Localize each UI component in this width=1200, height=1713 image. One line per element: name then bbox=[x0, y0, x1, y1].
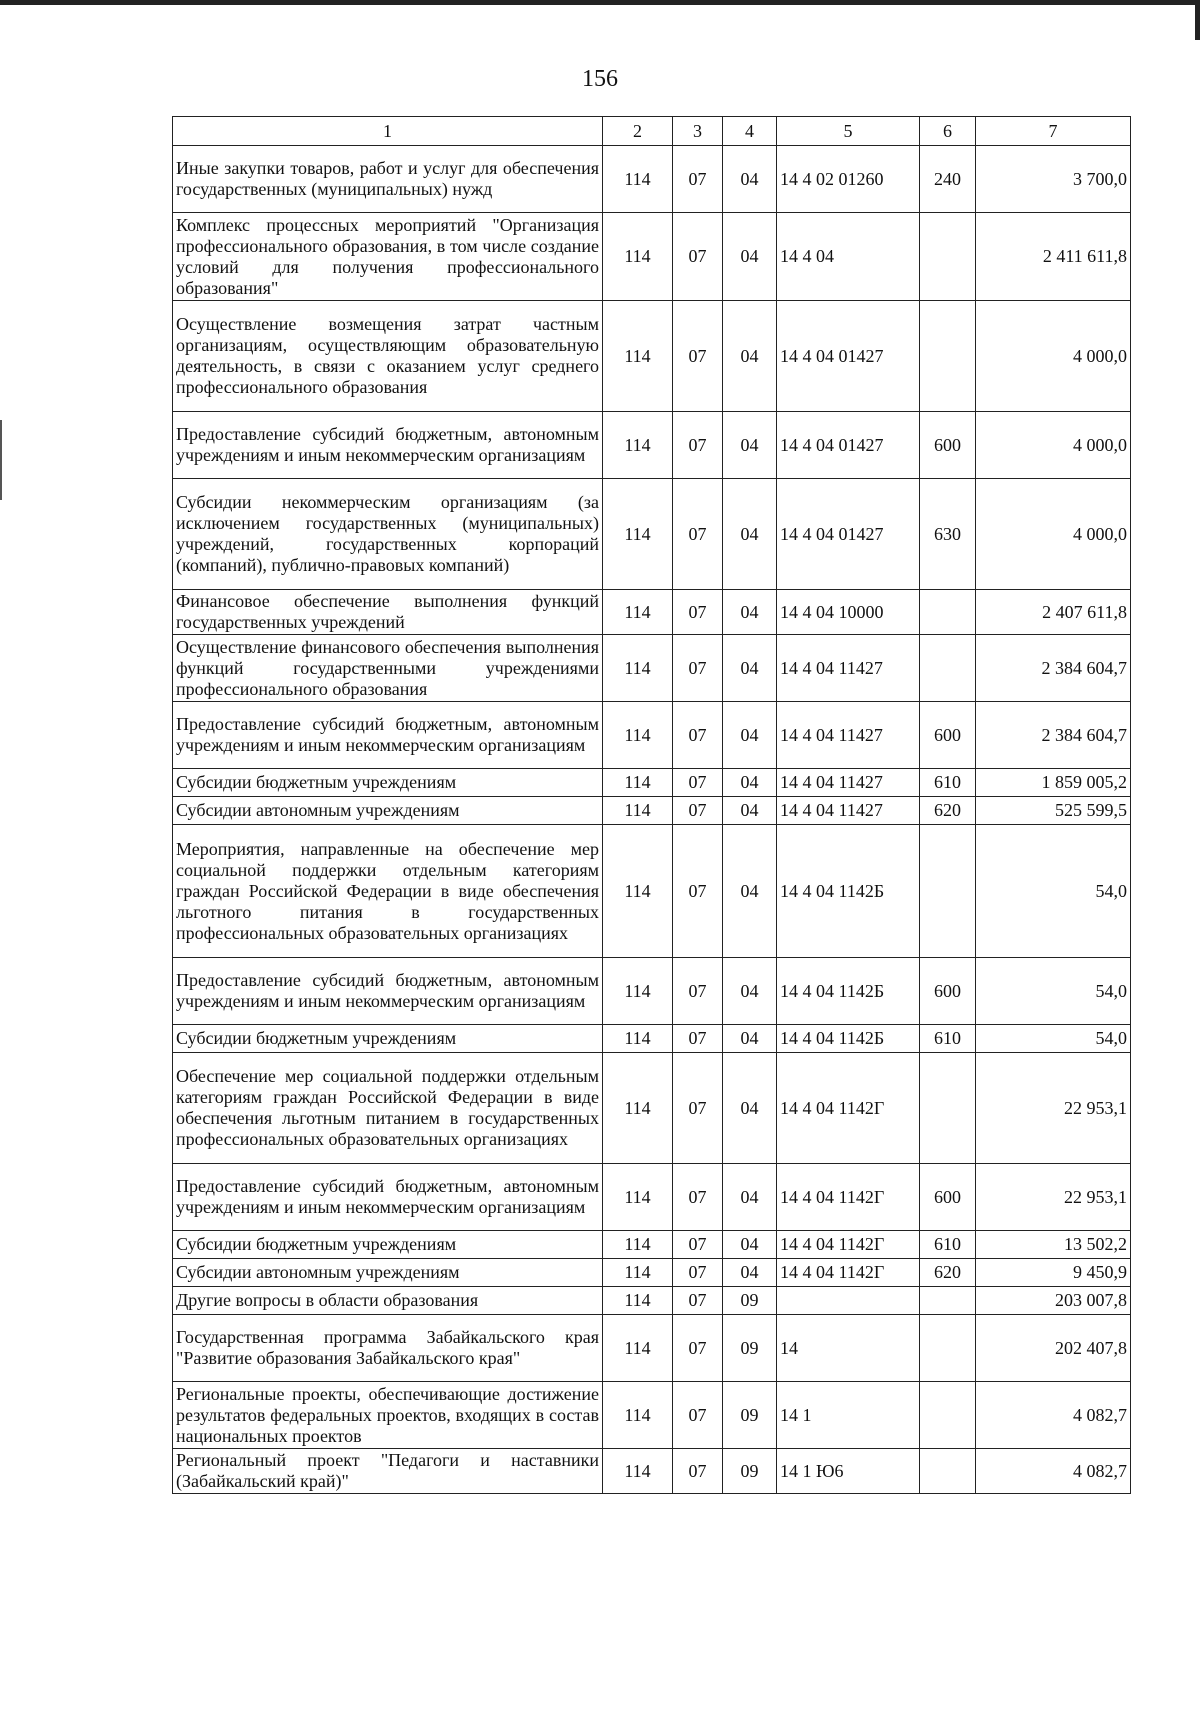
row-code-section: 07 bbox=[673, 1382, 723, 1449]
row-code-ministry: 114 bbox=[603, 412, 673, 479]
row-description: Предоставление субсидий бюджетным, автономным учреждениям и иным некоммерческим организациям bbox=[173, 1164, 603, 1231]
row-code-target-article: 14 4 04 10000 bbox=[777, 590, 920, 635]
table-row bbox=[173, 1449, 1131, 1494]
row-code-target-article: 14 4 04 1142Б bbox=[777, 958, 920, 1025]
table-row bbox=[173, 1053, 1131, 1164]
row-code-subsection: 04 bbox=[723, 1259, 777, 1287]
row-code-section: 07 bbox=[673, 1053, 723, 1164]
scan-border-top bbox=[0, 0, 1200, 5]
row-code-target-article: 14 4 04 11427 bbox=[777, 769, 920, 797]
row-code-section: 07 bbox=[673, 301, 723, 412]
row-code-ministry: 114 bbox=[603, 825, 673, 958]
row-code-target-article: 14 4 04 1142Г bbox=[777, 1164, 920, 1231]
row-code-subsection: 04 bbox=[723, 479, 777, 590]
table-row bbox=[173, 1287, 1131, 1315]
row-amount: 4 000,0 bbox=[976, 412, 1131, 479]
scan-border-right bbox=[1195, 0, 1200, 40]
row-code-ministry: 114 bbox=[603, 213, 673, 301]
row-code-expense-type bbox=[920, 635, 976, 702]
row-amount: 4 000,0 bbox=[976, 301, 1131, 412]
row-description: Осуществление финансового обеспечения выполнения функций государственными учреждениями профессионального образования bbox=[173, 635, 603, 702]
row-description: Региональный проект "Педагоги и наставники (Забайкальский край)" bbox=[173, 1449, 603, 1494]
row-code-expense-type bbox=[920, 1053, 976, 1164]
table-row bbox=[173, 213, 1131, 301]
row-code-subsection: 04 bbox=[723, 1231, 777, 1259]
row-code-target-article: 14 4 04 1142Г bbox=[777, 1053, 920, 1164]
row-amount: 4 000,0 bbox=[976, 479, 1131, 590]
row-code-subsection: 04 bbox=[723, 590, 777, 635]
row-amount: 4 082,7 bbox=[976, 1382, 1131, 1449]
row-code-expense-type: 610 bbox=[920, 1025, 976, 1053]
row-code-section: 07 bbox=[673, 825, 723, 958]
scan-mark-left bbox=[0, 420, 2, 500]
row-code-subsection: 04 bbox=[723, 146, 777, 213]
row-amount: 2 407 611,8 bbox=[976, 590, 1131, 635]
row-code-target-article: 14 4 04 1142Г bbox=[777, 1231, 920, 1259]
budget-table bbox=[172, 116, 1131, 1494]
row-code-subsection: 04 bbox=[723, 769, 777, 797]
table-row bbox=[173, 1164, 1131, 1231]
row-code-target-article: 14 4 04 01427 bbox=[777, 479, 920, 590]
row-description: Осуществление возмещения затрат частным организациям, осуществляющим образовательную деятельность, в связи с оказанием услуг среднего профессионального образования bbox=[173, 301, 603, 412]
row-code-ministry: 114 bbox=[603, 635, 673, 702]
row-description: Мероприятия, направленные на обеспечение мер социальной поддержки отдельным категориям граждан Российской Федерации в виде обеспечения льготного питания в государственных профессиональных образовательных организациях bbox=[173, 825, 603, 958]
row-code-target-article: 14 bbox=[777, 1315, 920, 1382]
column-header: 4 bbox=[723, 117, 777, 146]
row-description: Финансовое обеспечение выполнения функций государственных учреждений bbox=[173, 590, 603, 635]
row-code-target-article: 14 1 Ю6 bbox=[777, 1449, 920, 1494]
row-description: Другие вопросы в области образования bbox=[173, 1287, 603, 1315]
row-code-section: 07 bbox=[673, 1259, 723, 1287]
table-row bbox=[173, 1025, 1131, 1053]
row-code-section: 07 bbox=[673, 769, 723, 797]
row-amount: 13 502,2 bbox=[976, 1231, 1131, 1259]
table-row bbox=[173, 825, 1131, 958]
row-code-subsection: 04 bbox=[723, 825, 777, 958]
row-code-section: 07 bbox=[673, 590, 723, 635]
row-amount: 2 384 604,7 bbox=[976, 702, 1131, 769]
row-code-ministry: 114 bbox=[603, 479, 673, 590]
column-header: 5 bbox=[777, 117, 920, 146]
row-code-expense-type: 600 bbox=[920, 1164, 976, 1231]
table-row bbox=[173, 797, 1131, 825]
row-code-subsection: 04 bbox=[723, 412, 777, 479]
page-number: 156 bbox=[582, 66, 618, 92]
table-row bbox=[173, 702, 1131, 769]
row-code-expense-type: 610 bbox=[920, 1231, 976, 1259]
row-code-ministry: 114 bbox=[603, 958, 673, 1025]
row-code-target-article: 14 4 04 11427 bbox=[777, 797, 920, 825]
row-code-expense-type: 600 bbox=[920, 702, 976, 769]
row-code-expense-type bbox=[920, 213, 976, 301]
row-code-section: 07 bbox=[673, 958, 723, 1025]
row-code-target-article: 14 4 04 bbox=[777, 213, 920, 301]
row-code-section: 07 bbox=[673, 1231, 723, 1259]
row-code-ministry: 114 bbox=[603, 301, 673, 412]
row-code-expense-type: 600 bbox=[920, 958, 976, 1025]
table-row bbox=[173, 412, 1131, 479]
row-description: Предоставление субсидий бюджетным, автономным учреждениям и иным некоммерческим организациям bbox=[173, 412, 603, 479]
row-description: Субсидии некоммерческим организациям (за исключением государственных (муниципальных) учреждений, государственных корпораций (компаний), публично-правовых компаний) bbox=[173, 479, 603, 590]
row-code-ministry: 114 bbox=[603, 146, 673, 213]
row-code-section: 07 bbox=[673, 1449, 723, 1494]
row-code-expense-type bbox=[920, 1449, 976, 1494]
table-row bbox=[173, 1259, 1131, 1287]
row-code-subsection: 09 bbox=[723, 1382, 777, 1449]
table-row bbox=[173, 479, 1131, 590]
row-description: Субсидии бюджетным учреждениям bbox=[173, 1231, 603, 1259]
row-description: Региональные проекты, обеспечивающие достижение результатов федеральных проектов, входящих в состав национальных проектов bbox=[173, 1382, 603, 1449]
row-code-ministry: 114 bbox=[603, 1053, 673, 1164]
row-amount: 22 953,1 bbox=[976, 1164, 1131, 1231]
row-description: Обеспечение мер социальной поддержки отдельным категориям граждан Российской Федерации в виде обеспечения льготным питанием в государственных профессиональных образовательных организациях bbox=[173, 1053, 603, 1164]
table-row bbox=[173, 1315, 1131, 1382]
row-code-ministry: 114 bbox=[603, 1259, 673, 1287]
row-code-subsection: 09 bbox=[723, 1287, 777, 1315]
table-body bbox=[173, 146, 1131, 1494]
table-row bbox=[173, 635, 1131, 702]
row-amount: 1 859 005,2 bbox=[976, 769, 1131, 797]
row-code-ministry: 114 bbox=[603, 797, 673, 825]
table-row bbox=[173, 146, 1131, 213]
row-code-target-article: 14 4 04 01427 bbox=[777, 301, 920, 412]
table-row bbox=[173, 958, 1131, 1025]
row-code-ministry: 114 bbox=[603, 1287, 673, 1315]
row-code-expense-type: 620 bbox=[920, 1259, 976, 1287]
row-code-target-article: 14 4 04 01427 bbox=[777, 412, 920, 479]
row-description: Предоставление субсидий бюджетным, автономным учреждениям и иным некоммерческим организациям bbox=[173, 702, 603, 769]
row-code-expense-type: 240 bbox=[920, 146, 976, 213]
row-code-subsection: 04 bbox=[723, 1025, 777, 1053]
row-code-target-article: 14 4 04 1142Б bbox=[777, 825, 920, 958]
row-amount: 9 450,9 bbox=[976, 1259, 1131, 1287]
row-description: Субсидии автономным учреждениям bbox=[173, 1259, 603, 1287]
row-code-expense-type: 620 bbox=[920, 797, 976, 825]
table-row bbox=[173, 1382, 1131, 1449]
row-description: Субсидии автономным учреждениям bbox=[173, 797, 603, 825]
row-code-section: 07 bbox=[673, 1025, 723, 1053]
row-code-ministry: 114 bbox=[603, 1231, 673, 1259]
row-code-expense-type: 630 bbox=[920, 479, 976, 590]
row-description: Предоставление субсидий бюджетным, автономным учреждениям и иным некоммерческим организациям bbox=[173, 958, 603, 1025]
row-amount: 525 599,5 bbox=[976, 797, 1131, 825]
column-header: 7 bbox=[976, 117, 1131, 146]
row-code-subsection: 09 bbox=[723, 1449, 777, 1494]
row-code-target-article: 14 4 02 01260 bbox=[777, 146, 920, 213]
row-code-ministry: 114 bbox=[603, 1382, 673, 1449]
row-code-section: 07 bbox=[673, 797, 723, 825]
row-description: Государственная программа Забайкальского края "Развитие образования Забайкальского края" bbox=[173, 1315, 603, 1382]
row-code-target-article: 14 4 04 11427 bbox=[777, 702, 920, 769]
row-code-expense-type bbox=[920, 825, 976, 958]
row-code-subsection: 04 bbox=[723, 1164, 777, 1231]
row-code-subsection: 04 bbox=[723, 635, 777, 702]
row-code-section: 07 bbox=[673, 1287, 723, 1315]
row-amount: 54,0 bbox=[976, 958, 1131, 1025]
row-code-subsection: 04 bbox=[723, 797, 777, 825]
row-code-expense-type: 600 bbox=[920, 412, 976, 479]
row-code-expense-type bbox=[920, 301, 976, 412]
row-description: Комплекс процессных мероприятий "Организация профессионального образования, в том числе создание условий для получения профессионального образования" bbox=[173, 213, 603, 301]
row-code-expense-type bbox=[920, 1315, 976, 1382]
row-amount: 203 007,8 bbox=[976, 1287, 1131, 1315]
row-code-subsection: 09 bbox=[723, 1315, 777, 1382]
row-code-section: 07 bbox=[673, 1164, 723, 1231]
table-row bbox=[173, 590, 1131, 635]
row-code-target-article: 14 1 bbox=[777, 1382, 920, 1449]
row-code-subsection: 04 bbox=[723, 958, 777, 1025]
row-code-ministry: 114 bbox=[603, 1315, 673, 1382]
row-amount: 22 953,1 bbox=[976, 1053, 1131, 1164]
row-code-target-article: 14 4 04 1142Б bbox=[777, 1025, 920, 1053]
row-code-section: 07 bbox=[673, 635, 723, 702]
table-row bbox=[173, 301, 1131, 412]
row-code-section: 07 bbox=[673, 412, 723, 479]
table-row bbox=[173, 1231, 1131, 1259]
table-row bbox=[173, 769, 1131, 797]
row-code-section: 07 bbox=[673, 1315, 723, 1382]
row-code-ministry: 114 bbox=[603, 1164, 673, 1231]
row-code-section: 07 bbox=[673, 479, 723, 590]
row-amount: 54,0 bbox=[976, 1025, 1131, 1053]
column-header: 6 bbox=[920, 117, 976, 146]
row-code-subsection: 04 bbox=[723, 702, 777, 769]
row-code-section: 07 bbox=[673, 146, 723, 213]
row-amount: 4 082,7 bbox=[976, 1449, 1131, 1494]
row-code-target-article bbox=[777, 1287, 920, 1315]
column-header: 1 bbox=[173, 117, 603, 146]
row-description: Субсидии бюджетным учреждениям bbox=[173, 1025, 603, 1053]
column-header: 3 bbox=[673, 117, 723, 146]
row-code-subsection: 04 bbox=[723, 1053, 777, 1164]
column-header: 2 bbox=[603, 117, 673, 146]
row-code-subsection: 04 bbox=[723, 213, 777, 301]
row-code-ministry: 114 bbox=[603, 1449, 673, 1494]
row-code-subsection: 04 bbox=[723, 301, 777, 412]
row-description: Субсидии бюджетным учреждениям bbox=[173, 769, 603, 797]
row-code-ministry: 114 bbox=[603, 769, 673, 797]
row-amount: 54,0 bbox=[976, 825, 1131, 958]
row-amount: 2 411 611,8 bbox=[976, 213, 1131, 301]
row-code-expense-type bbox=[920, 590, 976, 635]
row-code-target-article: 14 4 04 11427 bbox=[777, 635, 920, 702]
row-code-section: 07 bbox=[673, 702, 723, 769]
row-code-ministry: 114 bbox=[603, 590, 673, 635]
row-code-expense-type bbox=[920, 1382, 976, 1449]
table-header-row bbox=[173, 117, 1131, 146]
row-amount: 2 384 604,7 bbox=[976, 635, 1131, 702]
row-code-target-article: 14 4 04 1142Г bbox=[777, 1259, 920, 1287]
row-code-expense-type bbox=[920, 1287, 976, 1315]
row-description: Иные закупки товаров, работ и услуг для обеспечения государственных (муниципальных) нужд bbox=[173, 146, 603, 213]
row-amount: 3 700,0 bbox=[976, 146, 1131, 213]
row-code-ministry: 114 bbox=[603, 1025, 673, 1053]
row-code-expense-type: 610 bbox=[920, 769, 976, 797]
row-code-ministry: 114 bbox=[603, 702, 673, 769]
row-amount: 202 407,8 bbox=[976, 1315, 1131, 1382]
row-code-section: 07 bbox=[673, 213, 723, 301]
